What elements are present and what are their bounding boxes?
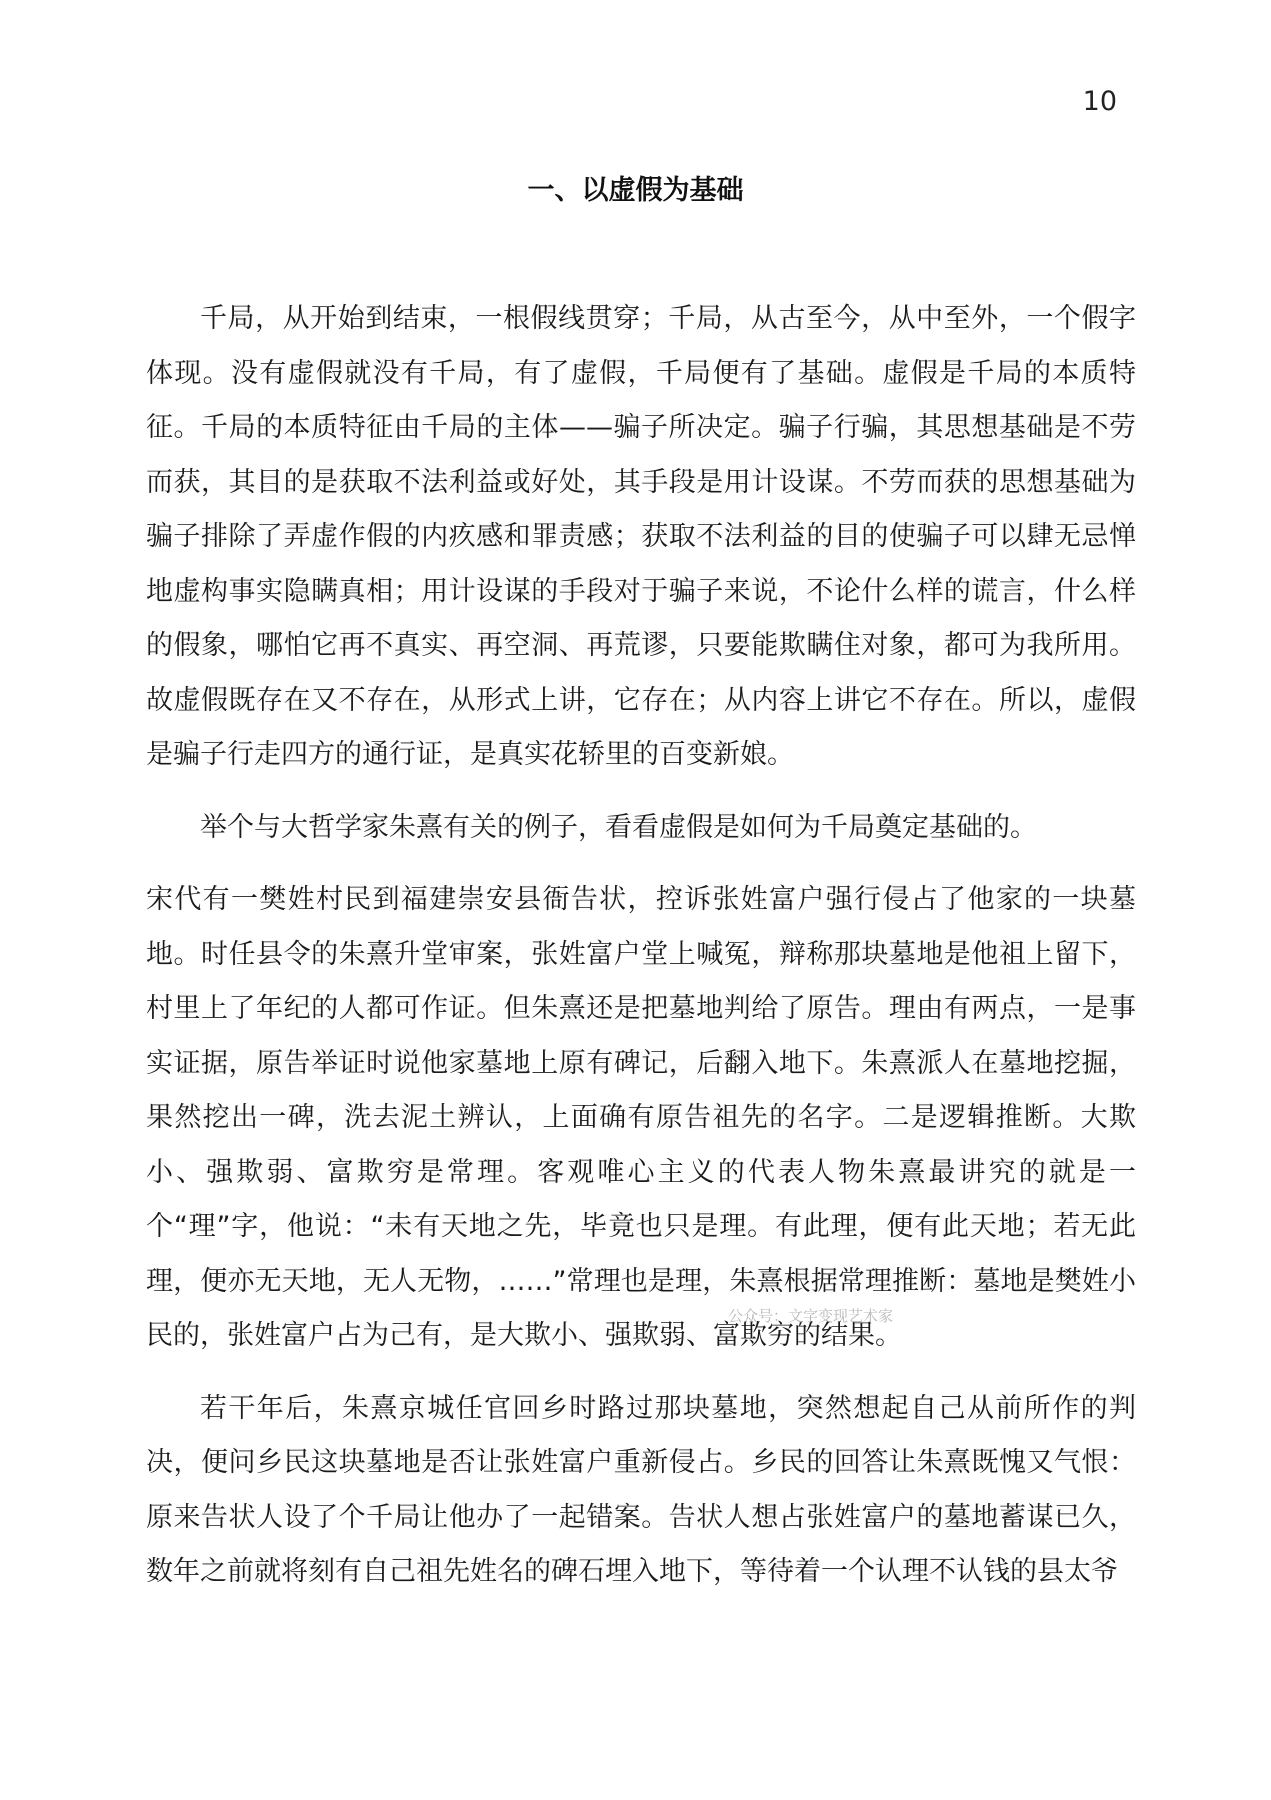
paragraph: 宋代有一樊姓村民到福建崇安县衙告状，控诉张姓富户强行侵占了他家的一块墓地。时任县令的朱熹升堂审案，张姓富户堂上喊冤，辩称那块墓地是他祖上留下，村里上了年纪的人都可作证。但朱熹还是把墓地判给了原告。理由有两点，一是事实证据，原告举证时说他家墓地上原有碑记，后翻入地下。朱熹派人在墓地挖掘，果然挖出一碑，洗去泥土辨认，上面确有原告祖先的名字。二是逻辑推断。大欺小、强欺弱、富欺穷是常理。客观唯心主义的代表人物朱熹最讲究的就是一个“理”字，他说：“未有天地之先，毕竟也只是理。有此理，便有此天地；若无此理，便亦无天地，无人无物，……”常理也是理，朱熹根据常理推断：墓地是樊姓小民的，张姓富户占为己有，是大欺小、强欺弱、富欺穷的结果。	[146, 884, 1136, 1351]
watermark-text: 公众号：文字变现艺术家	[728, 1307, 894, 1325]
section-heading: 一、以虚假为基础	[527, 175, 744, 206]
paragraph: 若干年后，朱熹京城任官回乡时路过那块墓地，突然想起自己从前所作的判决，便问乡民这块墓地是否让张姓富户重新侵占。乡民的回答让朱熹既愧又气恨：原来告状人设了个千局让他办了一起错案。告状人想占张姓富户的墓地蓄谋已久，数年之前就将刻有自己祖先姓名的碑石埋入地下，等待着一个认理不认钱的县太爷	[146, 1392, 1136, 1587]
body-text	[146, 292, 1136, 1600]
paragraph: 举个与大哲学家朱熹有关的例子，看看虚假是如何为千局奠定基础的。	[200, 811, 1037, 843]
paragraph: 千局，从开始到结束，一根假线贯穿；千局，从古至今，从中至外，一个假字体现。没有虚假就没有千局，有了虚假，千局便有了基础。虚假是千局的本质特征。千局的本质特征由千局的主体——骗子所决定。骗子行骗，其思想基础是不劳而获，其目的是获取不法利益或好处，其手段是用计设谋。不劳而获的思想基础为骗子排除了弄虚作假的内疚感和罪责感；获取不法利益的目的使骗子可以肆无忌惮地虚构事实隐瞒真相；用计设谋的手段对于骗子来说，不论什么样的谎言，什么样的假象，哪怕它再不真实、再空洞、再荒谬，只要能欺瞒住对象，都可为我所用。故虚假既存在又不存在，从形式上讲，它存在；从内容上讲它不存在。所以，虚假是骗子行走四方的通行证，是真实花轿里的百变新娘。	[146, 303, 1136, 770]
page-number: 10	[1082, 86, 1117, 117]
